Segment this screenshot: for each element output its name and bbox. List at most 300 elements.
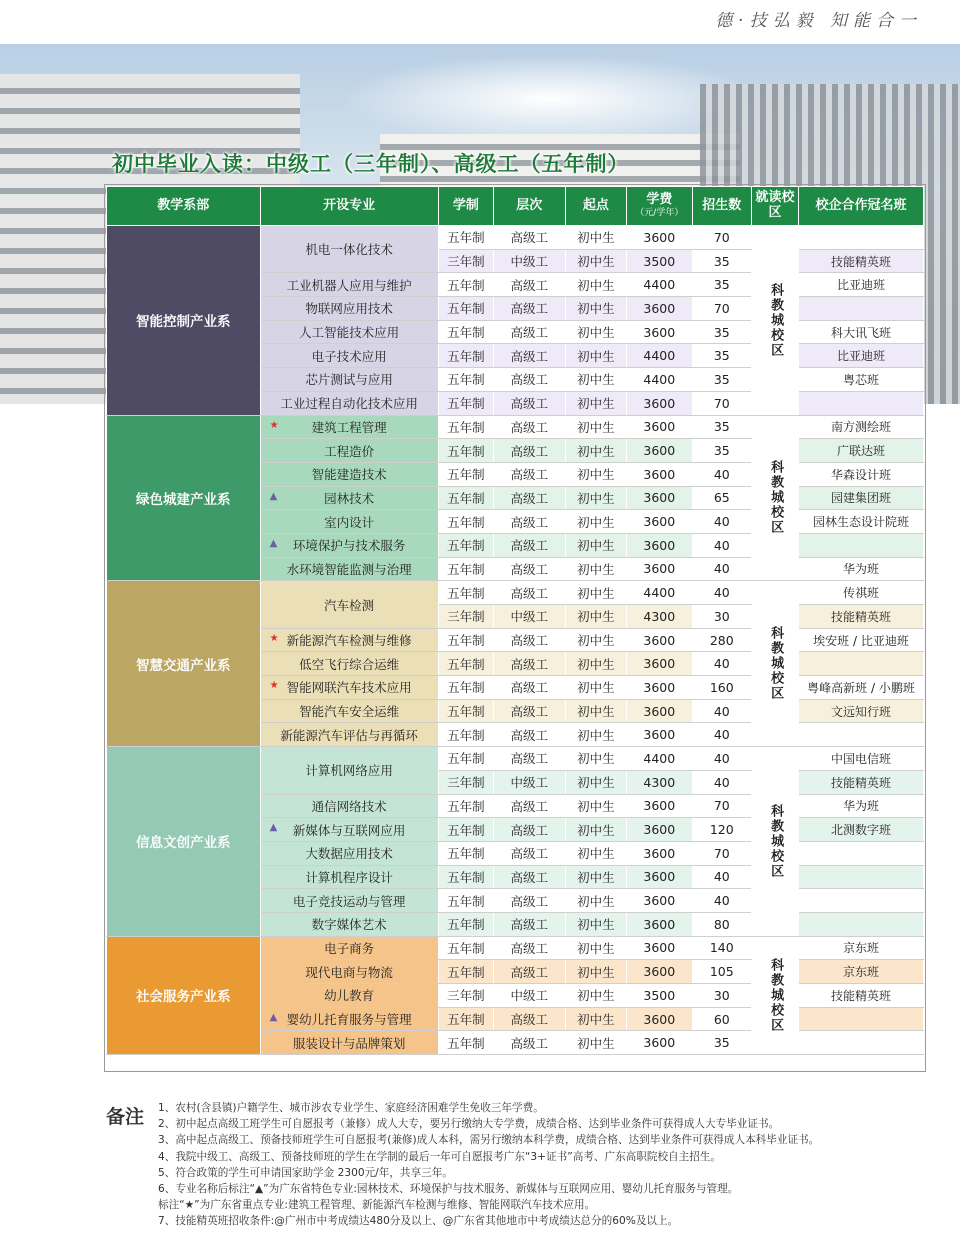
major-cell <box>260 557 438 581</box>
partner-class-cell <box>799 865 924 889</box>
major-name: 园林技术 <box>324 490 375 506</box>
major-name: 低空飞行综合运维 <box>299 656 400 672</box>
partner-class-cell: 华森设计班 <box>799 462 924 486</box>
start-cell: 初中生 <box>565 557 626 581</box>
table-header-row <box>107 187 924 226</box>
level-cell: 高级工 <box>493 841 565 865</box>
partner-class-cell: 园建集团班 <box>799 486 924 510</box>
major-cell <box>260 273 438 297</box>
header-class: 校企合作冠名班 <box>799 187 924 226</box>
partner-class-cell <box>799 297 924 321</box>
partner-class-cell: 技能精英班 <box>799 605 924 629</box>
fee-cell: 3600 <box>627 794 693 818</box>
table-row <box>107 936 924 960</box>
note-item: 2、初中起点高级工班学生可自愿报考（兼修）成人大专，要另行缴纳大专学费，成绩合格、达到毕业条件可获得成人大专毕业证书。 <box>158 1118 780 1131</box>
major-name: 服装设计与品牌策划 <box>292 1035 406 1051</box>
major-cell <box>260 960 438 984</box>
major-cell <box>260 581 438 628</box>
partner-class-cell <box>799 723 924 747</box>
years-cell: 五年制 <box>438 297 493 321</box>
years-cell: 五年制 <box>438 486 493 510</box>
fee-cell: 3600 <box>627 676 693 700</box>
level-cell: 中级工 <box>493 249 565 273</box>
notes-section <box>106 1100 926 1230</box>
partner-class-cell: 京东班 <box>799 936 924 960</box>
partner-class-cell: 技能精英班 <box>799 249 924 273</box>
years-cell: 五年制 <box>438 912 493 936</box>
table-row <box>107 226 924 250</box>
years-cell: 五年制 <box>438 462 493 486</box>
key-major-star-icon: ★ <box>269 680 279 692</box>
table-row <box>107 415 924 439</box>
partner-class-cell: 中国电信班 <box>799 747 924 771</box>
major-cell <box>260 391 438 415</box>
major-cell <box>260 415 438 439</box>
fee-cell: 3500 <box>627 249 693 273</box>
fee-cell: 3600 <box>627 628 693 652</box>
featured-major-triangle-icon: ▲ <box>269 490 278 502</box>
partner-class-cell: 粤峰高新班 / 小鹏班 <box>799 676 924 700</box>
level-cell: 高级工 <box>493 368 565 392</box>
header-dept: 教学系部 <box>107 187 261 226</box>
major-name: 物联网应用技术 <box>305 301 393 317</box>
fee-cell: 3600 <box>627 1007 693 1031</box>
partner-class-cell <box>799 889 924 913</box>
quota-cell: 40 <box>692 510 751 534</box>
start-cell: 初中生 <box>565 486 626 510</box>
header-start: 起点 <box>565 187 626 226</box>
start-cell: 初中生 <box>565 747 626 771</box>
major-cell <box>260 1031 438 1055</box>
quota-cell: 30 <box>692 984 751 1008</box>
quota-cell: 35 <box>692 249 751 273</box>
partner-class-cell: 园林生态设计院班 <box>799 510 924 534</box>
dept-cell: 绿色城建产业系 <box>107 415 261 581</box>
start-cell: 初中生 <box>565 865 626 889</box>
partner-class-cell: 京东班 <box>799 960 924 984</box>
note-item: 1、农村(含县镇)户籍学生、城市涉农专业学生、家庭经济困难学生免收三年学费。 <box>158 1102 544 1114</box>
featured-major-triangle-icon: ▲ <box>269 822 278 834</box>
level-cell: 高级工 <box>493 415 565 439</box>
major-name: 汽车检测 <box>324 597 375 613</box>
fee-cell: 3600 <box>627 226 693 250</box>
level-cell: 高级工 <box>493 344 565 368</box>
years-cell: 五年制 <box>438 557 493 581</box>
major-cell <box>260 344 438 368</box>
dept-cell: 社会服务产业系 <box>107 936 261 1054</box>
level-cell: 高级工 <box>493 747 565 771</box>
dept-cell: 智慧交通产业系 <box>107 581 261 747</box>
major-cell <box>260 865 438 889</box>
quota-cell: 280 <box>692 628 751 652</box>
level-cell: 高级工 <box>493 912 565 936</box>
level-cell: 高级工 <box>493 865 565 889</box>
major-name: 工业过程自动化技术应用 <box>280 396 418 412</box>
quota-cell: 65 <box>692 486 751 510</box>
major-cell <box>260 889 438 913</box>
quota-cell: 40 <box>692 699 751 723</box>
key-major-star-icon: ★ <box>269 632 279 644</box>
quota-cell: 35 <box>692 439 751 463</box>
level-cell: 高级工 <box>493 320 565 344</box>
note-item: 6、专业名称后标注“▲”为广东省特色专业:园林技术、环境保护与技术服务、新媒体与互联网应用、婴幼儿托育服务与管理。 <box>158 1183 739 1196</box>
quota-cell: 40 <box>692 462 751 486</box>
major-name: 新能源汽车检测与维修 <box>286 633 412 649</box>
fee-cell: 3600 <box>627 486 693 510</box>
featured-major-triangle-icon: ▲ <box>269 537 278 549</box>
major-name: 大数据应用技术 <box>305 846 393 862</box>
fee-cell: 4400 <box>627 747 693 771</box>
start-cell: 初中生 <box>565 770 626 794</box>
quota-cell: 70 <box>692 794 751 818</box>
major-name: 建筑工程管理 <box>311 419 387 435</box>
major-name: 婴幼儿托育服务与管理 <box>286 1012 412 1028</box>
quota-cell: 140 <box>692 936 751 960</box>
quota-cell: 70 <box>692 297 751 321</box>
quota-cell: 80 <box>692 912 751 936</box>
major-name: 人工智能技术应用 <box>299 325 400 341</box>
start-cell: 初中生 <box>565 226 626 250</box>
level-cell: 高级工 <box>493 439 565 463</box>
start-cell: 初中生 <box>565 605 626 629</box>
level-cell: 高级工 <box>493 510 565 534</box>
fee-cell: 3600 <box>627 320 693 344</box>
quota-cell: 35 <box>692 368 751 392</box>
photo-sky <box>340 54 760 144</box>
quota-cell: 40 <box>692 581 751 605</box>
table-row <box>107 747 924 771</box>
quota-cell: 40 <box>692 533 751 557</box>
major-cell <box>260 818 438 842</box>
fee-cell: 3600 <box>627 841 693 865</box>
fee-cell: 3600 <box>627 699 693 723</box>
start-cell: 初中生 <box>565 841 626 865</box>
fee-cell: 3600 <box>627 415 693 439</box>
level-cell: 高级工 <box>493 391 565 415</box>
years-cell: 五年制 <box>438 581 493 605</box>
fee-cell: 3600 <box>627 912 693 936</box>
major-cell <box>260 510 438 534</box>
fee-cell: 4400 <box>627 273 693 297</box>
start-cell: 初中生 <box>565 723 626 747</box>
major-name: 芯片测试与应用 <box>305 372 393 388</box>
campus-cell: 科教城校区 <box>751 936 798 1054</box>
start-cell: 初中生 <box>565 510 626 534</box>
major-name: 工程造价 <box>324 443 375 459</box>
quota-cell: 40 <box>692 557 751 581</box>
major-cell <box>260 320 438 344</box>
major-cell <box>260 368 438 392</box>
quota-cell: 40 <box>692 865 751 889</box>
years-cell: 五年制 <box>438 273 493 297</box>
fee-cell: 3600 <box>627 936 693 960</box>
years-cell: 五年制 <box>438 865 493 889</box>
major-name: 智能网联汽车技术应用 <box>286 680 412 696</box>
fee-cell: 3600 <box>627 889 693 913</box>
start-cell: 初中生 <box>565 1031 626 1055</box>
years-cell: 五年制 <box>438 391 493 415</box>
start-cell: 初中生 <box>565 391 626 415</box>
quota-cell: 70 <box>692 841 751 865</box>
fee-cell: 3600 <box>627 510 693 534</box>
years-cell: 五年制 <box>438 320 493 344</box>
major-name: 电子竞技运动与管理 <box>292 893 406 909</box>
start-cell: 初中生 <box>565 676 626 700</box>
level-cell: 高级工 <box>493 486 565 510</box>
partner-class-cell: 传祺班 <box>799 581 924 605</box>
fee-cell: 3600 <box>627 557 693 581</box>
major-cell <box>260 297 438 321</box>
quota-cell: 40 <box>692 889 751 913</box>
school-motto: 德·技弘毅 知能合一 <box>715 11 922 31</box>
partner-class-cell <box>799 841 924 865</box>
note-item: 3、高中起点高级工、预备技师班学生可自愿报考(兼修)成人本科，需另行缴纳本科学费，成绩合格、达到毕业条件可获得成人本科毕业证书。 <box>158 1134 820 1147</box>
years-cell: 五年制 <box>438 533 493 557</box>
major-cell <box>260 462 438 486</box>
header-level: 层次 <box>493 187 565 226</box>
quota-cell: 35 <box>692 1031 751 1055</box>
fee-cell: 3600 <box>627 960 693 984</box>
start-cell: 初中生 <box>565 249 626 273</box>
start-cell: 初中生 <box>565 273 626 297</box>
start-cell: 初中生 <box>565 297 626 321</box>
note-item: 7、技能精英班招收条件:@广州市中考成绩达480分及以上、@广东省其他地市中考成绩达总分的60%及以上。 <box>158 1215 679 1228</box>
partner-class-cell: 比亚迪班 <box>799 273 924 297</box>
years-cell: 五年制 <box>438 699 493 723</box>
level-cell: 高级工 <box>493 652 565 676</box>
major-cell <box>260 439 438 463</box>
years-cell: 三年制 <box>438 249 493 273</box>
major-name: 电子商务 <box>324 940 375 956</box>
fee-cell: 3600 <box>627 818 693 842</box>
header-fee: 学费 （元/学年） <box>627 187 693 226</box>
dept-cell: 信息文创产业系 <box>107 747 261 937</box>
quota-cell: 35 <box>692 344 751 368</box>
quota-cell: 160 <box>692 676 751 700</box>
notes-list <box>106 1100 926 1230</box>
fee-cell: 3600 <box>627 297 693 321</box>
header-quota: 招生数 <box>692 187 751 226</box>
major-cell <box>260 794 438 818</box>
note-item: 标注“★”为广东省重点专业:建筑工程管理、新能源汽车检测与维修、智能网联汽车技术应用。 <box>158 1199 596 1212</box>
years-cell: 五年制 <box>438 344 493 368</box>
years-cell: 五年制 <box>438 1031 493 1055</box>
level-cell: 高级工 <box>493 533 565 557</box>
major-cell <box>260 984 438 1008</box>
major-name: 计算机网络应用 <box>305 763 393 779</box>
level-cell: 高级工 <box>493 676 565 700</box>
start-cell: 初中生 <box>565 439 626 463</box>
fee-cell: 3600 <box>627 391 693 415</box>
level-cell: 高级工 <box>493 889 565 913</box>
level-cell: 高级工 <box>493 960 565 984</box>
start-cell: 初中生 <box>565 912 626 936</box>
fee-cell: 3500 <box>627 984 693 1008</box>
major-cell <box>260 841 438 865</box>
years-cell: 五年制 <box>438 889 493 913</box>
major-name: 室内设计 <box>324 514 375 530</box>
quota-cell: 40 <box>692 747 751 771</box>
major-name: 工业机器人应用与维护 <box>286 277 412 293</box>
years-cell: 五年制 <box>438 439 493 463</box>
partner-class-cell <box>799 533 924 557</box>
major-name: 新能源汽车评估与再循环 <box>280 727 418 743</box>
partner-class-cell: 华为班 <box>799 557 924 581</box>
partner-class-cell: 技能精英班 <box>799 770 924 794</box>
major-cell <box>260 723 438 747</box>
major-cell <box>260 628 438 652</box>
years-cell: 五年制 <box>438 936 493 960</box>
fee-cell: 3600 <box>627 865 693 889</box>
level-cell: 高级工 <box>493 581 565 605</box>
partner-class-cell: 北测数字班 <box>799 818 924 842</box>
level-cell: 高级工 <box>493 557 565 581</box>
start-cell: 初中生 <box>565 699 626 723</box>
start-cell: 初中生 <box>565 818 626 842</box>
major-name: 计算机程序设计 <box>305 869 393 885</box>
level-cell: 中级工 <box>493 984 565 1008</box>
fee-cell: 4300 <box>627 605 693 629</box>
fee-cell: 4400 <box>627 344 693 368</box>
major-cell <box>260 912 438 936</box>
quota-cell: 105 <box>692 960 751 984</box>
partner-class-cell <box>799 391 924 415</box>
quota-cell: 70 <box>692 391 751 415</box>
quota-cell: 40 <box>692 652 751 676</box>
major-cell <box>260 226 438 273</box>
major-cell <box>260 747 438 794</box>
years-cell: 三年制 <box>438 605 493 629</box>
start-cell: 初中生 <box>565 628 626 652</box>
fee-cell: 3600 <box>627 439 693 463</box>
years-cell: 五年制 <box>438 747 493 771</box>
partner-class-cell <box>799 1007 924 1031</box>
start-cell: 初中生 <box>565 415 626 439</box>
partner-class-cell: 粤芯班 <box>799 368 924 392</box>
header-major: 开设专业 <box>260 187 438 226</box>
level-cell: 中级工 <box>493 605 565 629</box>
major-name: 电子技术应用 <box>311 348 387 364</box>
quota-cell: 120 <box>692 818 751 842</box>
major-name: 水环境智能监测与治理 <box>286 561 412 577</box>
quota-cell: 30 <box>692 605 751 629</box>
partner-class-cell: 比亚迪班 <box>799 344 924 368</box>
years-cell: 五年制 <box>438 226 493 250</box>
header-fee-unit: （元/学年） <box>635 208 684 219</box>
campus-cell: 科教城校区 <box>751 415 798 581</box>
major-cell <box>260 936 438 960</box>
fee-cell: 4400 <box>627 368 693 392</box>
level-cell: 高级工 <box>493 462 565 486</box>
years-cell: 五年制 <box>438 723 493 747</box>
years-cell: 五年制 <box>438 510 493 534</box>
partner-class-cell: 埃安班 / 比亚迪班 <box>799 628 924 652</box>
years-cell: 五年制 <box>438 628 493 652</box>
major-cell <box>260 676 438 700</box>
years-cell: 五年制 <box>438 818 493 842</box>
start-cell: 初中生 <box>565 889 626 913</box>
major-name: 新媒体与互联网应用 <box>292 822 406 838</box>
quota-cell: 35 <box>692 415 751 439</box>
years-cell: 三年制 <box>438 770 493 794</box>
dept-cell: 智能控制产业系 <box>107 226 261 416</box>
start-cell: 初中生 <box>565 936 626 960</box>
years-cell: 五年制 <box>438 960 493 984</box>
years-cell: 五年制 <box>438 368 493 392</box>
partner-class-cell <box>799 912 924 936</box>
major-cell <box>260 533 438 557</box>
campus-cell: 科教城校区 <box>751 226 798 416</box>
quota-cell: 70 <box>692 226 751 250</box>
major-name: 幼儿教育 <box>324 988 375 1004</box>
section-heading: 初中毕业入读：中级工（三年制）、高级工（五年制） <box>112 152 630 176</box>
major-cell <box>260 699 438 723</box>
fee-cell: 4300 <box>627 770 693 794</box>
fee-cell: 3600 <box>627 462 693 486</box>
start-cell: 初中生 <box>565 533 626 557</box>
major-name: 智能汽车安全运维 <box>299 704 400 720</box>
start-cell: 初中生 <box>565 960 626 984</box>
major-name: 智能建造技术 <box>311 467 387 483</box>
years-cell: 五年制 <box>438 415 493 439</box>
quota-cell: 35 <box>692 320 751 344</box>
quota-cell: 40 <box>692 770 751 794</box>
start-cell: 初中生 <box>565 652 626 676</box>
quota-cell: 40 <box>692 723 751 747</box>
partner-class-cell: 技能精英班 <box>799 984 924 1008</box>
partner-class-cell: 科大讯飞班 <box>799 320 924 344</box>
partner-class-cell <box>799 1031 924 1055</box>
level-cell: 高级工 <box>493 273 565 297</box>
partner-class-cell: 广联达班 <box>799 439 924 463</box>
featured-major-triangle-icon: ▲ <box>269 1011 278 1023</box>
fee-cell: 4400 <box>627 581 693 605</box>
level-cell: 高级工 <box>493 699 565 723</box>
campus-cell: 科教城校区 <box>751 747 798 937</box>
notes-title: 备注 <box>106 1106 145 1128</box>
level-cell: 高级工 <box>493 226 565 250</box>
start-cell: 初中生 <box>565 984 626 1008</box>
major-cell <box>260 1007 438 1031</box>
note-item: 5、符合政策的学生可申请国家助学金 2300元/年，共享三年。 <box>158 1166 453 1179</box>
partner-class-cell: 华为班 <box>799 794 924 818</box>
level-cell: 高级工 <box>493 628 565 652</box>
partner-class-cell <box>799 652 924 676</box>
major-cell <box>260 486 438 510</box>
level-cell: 高级工 <box>493 297 565 321</box>
years-cell: 五年制 <box>438 676 493 700</box>
quota-cell: 60 <box>692 1007 751 1031</box>
level-cell: 高级工 <box>493 723 565 747</box>
years-cell: 五年制 <box>438 1007 493 1031</box>
partner-class-cell: 文远知行班 <box>799 699 924 723</box>
level-cell: 高级工 <box>493 818 565 842</box>
note-item: 4、我院中级工、高级工、预备技师班的学生在学制的最后一年可自愿报考广东“3+证书”高考、广东高职院校自主招生。 <box>158 1150 722 1163</box>
major-name: 通信网络技术 <box>311 798 387 814</box>
major-name: 环境保护与技术服务 <box>292 538 406 554</box>
years-cell: 五年制 <box>438 841 493 865</box>
key-major-star-icon: ★ <box>269 419 279 431</box>
level-cell: 高级工 <box>493 936 565 960</box>
major-name: 现代电商与物流 <box>305 964 393 980</box>
level-cell: 高级工 <box>493 794 565 818</box>
level-cell: 中级工 <box>493 770 565 794</box>
fee-cell: 3600 <box>627 723 693 747</box>
quota-cell: 35 <box>692 273 751 297</box>
start-cell: 初中生 <box>565 1007 626 1031</box>
partner-class-cell: 南方测绘班 <box>799 415 924 439</box>
start-cell: 初中生 <box>565 462 626 486</box>
